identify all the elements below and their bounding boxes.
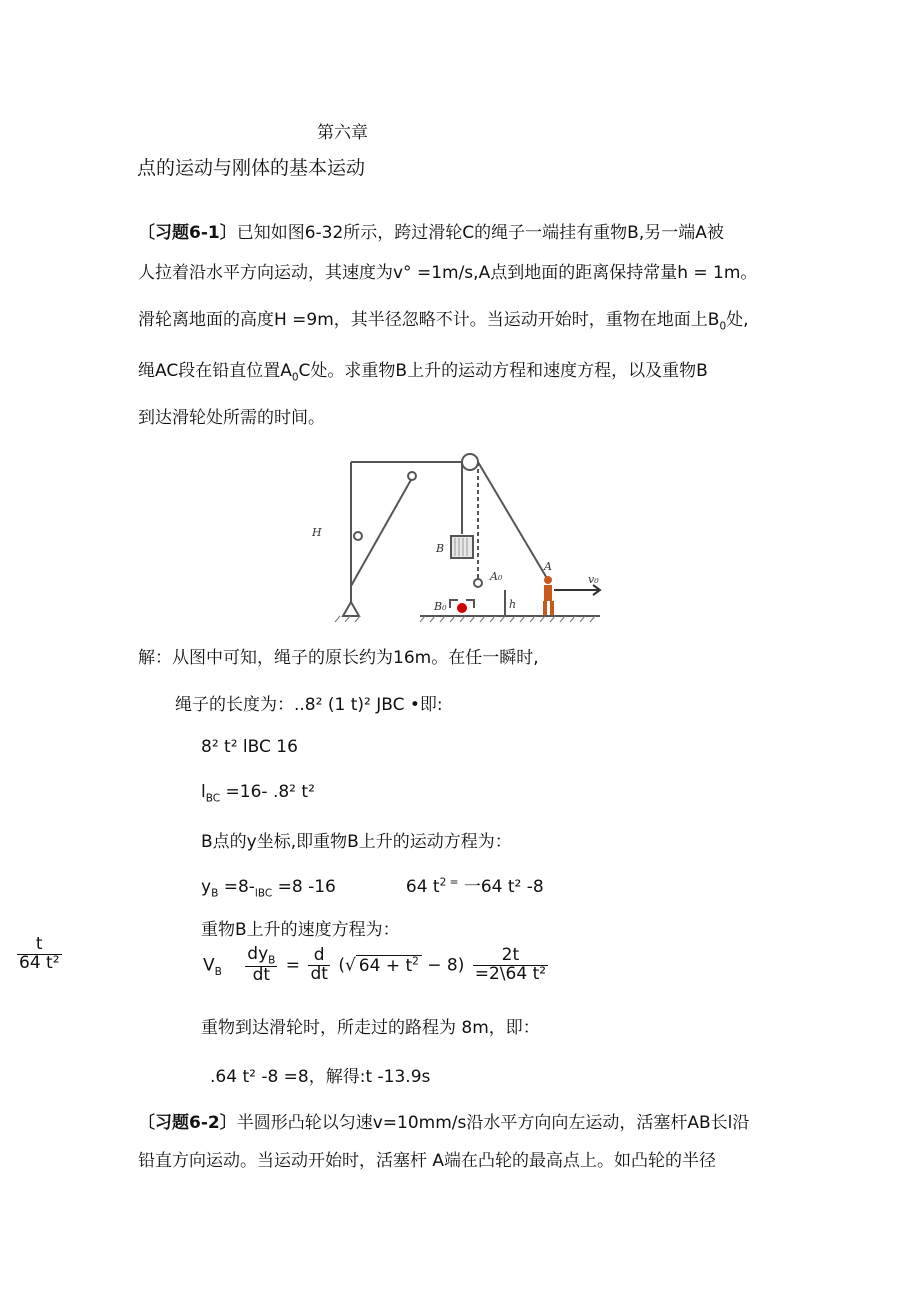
arm-pivot-high <box>408 472 416 480</box>
rope-ac <box>478 462 548 580</box>
person-a <box>543 576 554 615</box>
point-a0 <box>474 579 482 587</box>
equation-1: 8² t² lBC 16 <box>201 737 298 757</box>
problem-6-2-line-2: 铅直方向运动。当运动开始时，活塞杆 A端在凸轮的最高点上。如凸轮的半径 <box>138 1151 717 1171</box>
label-a0: A₀ <box>490 570 503 583</box>
chapter-title: 点的运动与刚体的基本运动 <box>137 157 366 179</box>
chapter-heading: 第六章 <box>317 123 368 143</box>
y-coordinate-intro: B点的y坐标,即重物B上升的运动方程为： <box>201 832 512 852</box>
arm-pivot-low <box>354 532 362 540</box>
label-b0: B₀ <box>434 600 447 613</box>
velocity-intro: 重物B上升的速度方程为： <box>201 920 400 940</box>
velocity-arrow <box>554 585 600 595</box>
motion-equation: $y_B =8-_{lBC} =8$ -16 64 $t^{2 =}$ 一64 t² -8 <box>201 876 544 900</box>
label-a: A <box>544 560 552 573</box>
pulley-c <box>462 454 478 470</box>
velocity-equation: $V_B$ $\frac{dy_B}{dt}$ = $\frac{d}{dt}$ (√ $64 + t^2 - 8$) $\frac{2t}{\text{=2\textbackslash{}64 t²}}$ <box>203 944 547 986</box>
problem-6-1-line-2: 人拉着沿水平方向运动，其速度为v° =1m/s,A点到地面的距离保持常量h = 1m。 <box>138 263 758 283</box>
problem-6-1-line-5: 到达滑轮处所需的时间。 <box>138 408 325 428</box>
problem-6-1-line-4: 绳AC段在铅直位置$A_0C$处。求重物B上升的运动方程和速度方程，以及重物B <box>138 361 708 384</box>
label-h-small: h <box>509 598 517 611</box>
problem-6-1-line-1: 〔习题6-1〕已知如图6-32所示，跨过滑轮C的绳子一端挂有重物B,另一端A被 <box>138 223 724 243</box>
reach-pulley-line: 重物到达滑轮时，所走过的路程为 8m，即： <box>201 1018 540 1038</box>
solution-intro: 解：从图中可知，绳子的原长约为16m。在任一瞬时, <box>138 648 539 668</box>
label-b: B <box>436 542 445 555</box>
rope-length-line: 绳子的长度为：..8² (1 t)² JBC •即: <box>175 695 443 715</box>
final-result: .64 t² -8 =8，解得:t -13.9s <box>210 1067 431 1087</box>
problem-6-2-line-1: 〔习题6-2〕半圆形凸轮以匀速v=10mm/s沿水平方向向左运动，活塞杆AB长l沿 <box>138 1113 750 1133</box>
side-fraction: $\frac{t}{\text{64 t²}}$ <box>19 934 60 973</box>
problem-6-1-line-3: 滑轮离地面的高度H =9m，其半径忽略不计。当运动开始时，重物在地面上$B_0$处, <box>138 310 749 333</box>
label-h-big: H <box>312 526 322 539</box>
weight-b <box>451 536 473 558</box>
frame-base-support <box>343 602 359 616</box>
pulley-figure <box>300 450 610 632</box>
problem-6-1-label: 〔习题6-1〕 <box>138 223 237 243</box>
problem-6-2-label: 〔习题6-2〕 <box>138 1113 237 1133</box>
label-v0: v₀ <box>588 573 599 586</box>
equation-2: $l_{BC} =16-$ .8² t² <box>201 782 315 805</box>
weight-b0 <box>457 603 467 613</box>
